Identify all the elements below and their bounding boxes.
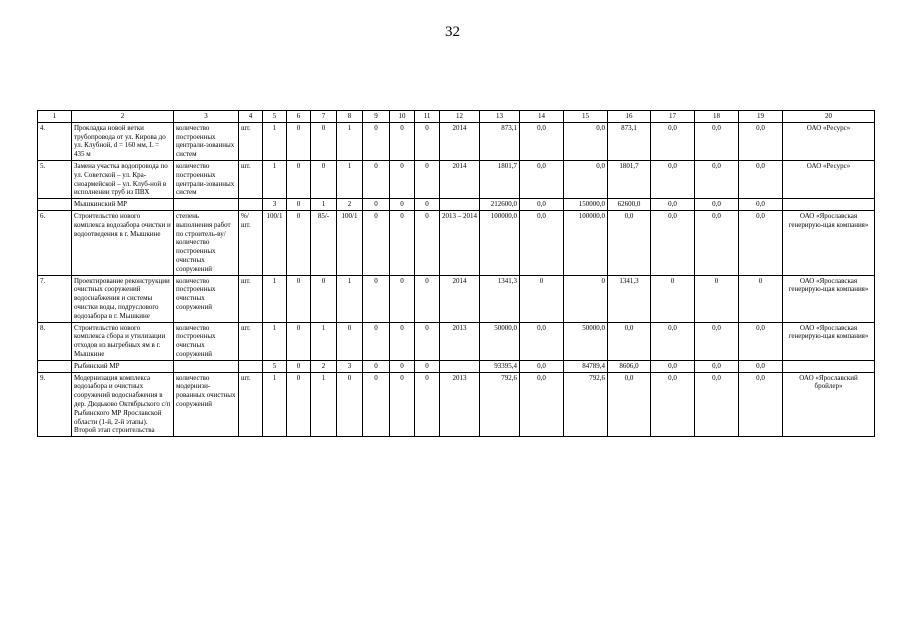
value-cell: 0 (415, 199, 440, 211)
value-cell: 0 (287, 322, 311, 360)
value-cell: 1341,3 (608, 275, 651, 322)
value-cell: 0 (287, 122, 311, 160)
table-row (38, 122, 875, 160)
column-number: 20 (783, 111, 875, 123)
indicator-cell: количество модернизи-рованных очистных сооружений (174, 372, 239, 437)
column-number: 5 (263, 111, 287, 123)
column-number: 4 (239, 111, 263, 123)
value-cell: 0 (415, 322, 440, 360)
executor-cell: ОАО «Ярославская генерирую-щая компания» (783, 275, 875, 322)
indicator-cell (174, 360, 239, 372)
year-cell (440, 360, 480, 372)
value-cell: 1 (337, 122, 363, 160)
value-cell: 0,0 (739, 199, 783, 211)
value-cell: 8606,0 (608, 360, 651, 372)
table-row (38, 322, 875, 360)
value-cell: 3 (263, 199, 287, 211)
value-cell: 0,0 (608, 372, 651, 437)
value-cell: 0 (695, 275, 739, 322)
value-cell: 3 (337, 360, 363, 372)
subtotal-row (38, 199, 875, 211)
column-number: 1 (38, 111, 72, 123)
year-cell: 2013 (440, 372, 480, 437)
value-cell: 0,0 (564, 160, 608, 198)
executor-cell: ОАО «Ресурс» (783, 122, 875, 160)
value-cell: 792,6 (564, 372, 608, 437)
unit-cell (239, 199, 263, 211)
year-cell: 2013 – 2014 (440, 210, 480, 275)
value-cell: 0 (564, 275, 608, 322)
column-number: 18 (695, 111, 739, 123)
row-number (38, 360, 72, 372)
value-cell: 50000,0 (564, 322, 608, 360)
value-cell: 1 (263, 322, 287, 360)
value-cell: 0 (363, 275, 390, 322)
value-cell: 0,0 (520, 199, 564, 211)
measure-name: Прокладка новой ветки трубопровода от ул. Кирова до ул. Клубной, d = 160 мм, L = 435 м (72, 122, 174, 160)
indicator-cell (174, 199, 239, 211)
indicator-cell: количество построенных очистных сооружений (174, 275, 239, 322)
year-cell: 2014 (440, 160, 480, 198)
measure-name: Проектирование реконструкции очистных сооружений водоснабжения и системы очистки воды, подруслового водозабора в г. Мышкине (72, 275, 174, 322)
value-cell: 100/1 (263, 210, 287, 275)
value-cell: 0,0 (739, 360, 783, 372)
value-cell: 100000,0 (480, 210, 520, 275)
unit-cell: шт. (239, 122, 263, 160)
value-cell: 1 (263, 122, 287, 160)
row-number (38, 199, 72, 211)
value-cell: 873,1 (608, 122, 651, 160)
value-cell: 0,0 (520, 160, 564, 198)
value-cell: 0,0 (695, 372, 739, 437)
page-number: 32 (445, 24, 460, 40)
value-cell: 0 (390, 322, 415, 360)
value-cell: 0 (311, 275, 337, 322)
measure-name: Замена участка водопровода по ул. Советской – ул. Кра-сноармейской – ул. Клуб-ной в исполнении труб из ПВХ (72, 160, 174, 198)
value-cell: 0 (363, 372, 390, 437)
value-cell: 100000,0 (564, 210, 608, 275)
unit-cell: %/ шт. (239, 210, 263, 275)
value-cell: 0,0 (651, 160, 695, 198)
unit-cell: шт. (239, 275, 263, 322)
value-cell: 0,0 (739, 160, 783, 198)
row-number: 8. (38, 322, 72, 360)
value-cell: 0,0 (739, 210, 783, 275)
column-number: 19 (739, 111, 783, 123)
value-cell: 0,0 (608, 322, 651, 360)
value-cell: 93395,4 (480, 360, 520, 372)
value-cell: 0 (311, 160, 337, 198)
column-number: 14 (520, 111, 564, 123)
value-cell: 0,0 (520, 122, 564, 160)
row-number: 7. (38, 275, 72, 322)
value-cell: 1801,7 (480, 160, 520, 198)
value-cell: 1801,7 (608, 160, 651, 198)
value-cell: 62600,0 (608, 199, 651, 211)
value-cell: 0 (363, 122, 390, 160)
column-number: 6 (287, 111, 311, 123)
value-cell: 0,0 (695, 210, 739, 275)
indicator-cell: количество построенных централи-зованных систем (174, 122, 239, 160)
executor-cell: ОАО «Ресурс» (783, 160, 875, 198)
column-number: 12 (440, 111, 480, 123)
row-number: 4. (38, 122, 72, 160)
value-cell: 0,0 (695, 360, 739, 372)
year-cell: 2014 (440, 275, 480, 322)
value-cell: 0 (390, 210, 415, 275)
indicator-cell: степень выполнения работ по строитель-ву/количество построенных очистных сооружений (174, 210, 239, 275)
value-cell: 1 (263, 372, 287, 437)
measure-name: Модернизация комплекса водозабора и очистных сооружений водоснабжения в дер. Дюдьково Октябрьского с/п Рыбинского МР Ярославской области (1-й, 2-й этапы). Второй этап строительства (72, 372, 174, 437)
value-cell: 0,0 (520, 210, 564, 275)
year-cell: 2014 (440, 122, 480, 160)
value-cell: 0,0 (739, 372, 783, 437)
unit-cell (239, 360, 263, 372)
column-number: 17 (651, 111, 695, 123)
value-cell: 0 (287, 160, 311, 198)
measure-name: Строительство нового комплекса водозабора очистки и водоотведения в г. Мышкине (72, 210, 174, 275)
value-cell: 0,0 (651, 360, 695, 372)
year-cell (440, 199, 480, 211)
value-cell: 0,0 (695, 322, 739, 360)
value-cell: 5 (263, 360, 287, 372)
value-cell: 84789,4 (564, 360, 608, 372)
value-cell: 0,0 (739, 122, 783, 160)
value-cell: 85/- (311, 210, 337, 275)
column-number: 8 (337, 111, 363, 123)
value-cell: 0,0 (520, 322, 564, 360)
value-cell: 0 (363, 199, 390, 211)
value-cell: 0,0 (651, 322, 695, 360)
executor-cell (783, 360, 875, 372)
value-cell: 150000,0 (564, 199, 608, 211)
value-cell: 0,0 (651, 199, 695, 211)
value-cell: 100/1 (337, 210, 363, 275)
indicator-cell: количество построенных централи-зованных систем (174, 160, 239, 198)
value-cell: 0,0 (520, 372, 564, 437)
value-cell: 873,1 (480, 122, 520, 160)
value-cell: 2 (337, 199, 363, 211)
value-cell: 0 (390, 360, 415, 372)
value-cell: 0,0 (651, 372, 695, 437)
table-row (38, 210, 875, 275)
value-cell: 0 (390, 372, 415, 437)
column-number: 7 (311, 111, 337, 123)
column-number-row (38, 111, 875, 123)
value-cell: 0,0 (695, 160, 739, 198)
row-number: 9. (38, 372, 72, 437)
column-number: 15 (564, 111, 608, 123)
value-cell: 1 (263, 275, 287, 322)
unit-cell: шт. (239, 322, 263, 360)
value-cell: 0 (287, 199, 311, 211)
value-cell: 0 (390, 160, 415, 198)
value-cell: 0 (337, 372, 363, 437)
measure-name: Строительство нового комплекса сбора и утилизации отходов из выгребных ям в г. Мышкине (72, 322, 174, 360)
value-cell: 0,0 (739, 322, 783, 360)
value-cell: 0,0 (651, 210, 695, 275)
executor-cell (783, 199, 875, 211)
value-cell: 0 (415, 275, 440, 322)
value-cell: 0 (287, 275, 311, 322)
measure-name: Мышкинский МР (72, 199, 174, 211)
value-cell: 1 (311, 199, 337, 211)
executor-cell: ОАО «Ярославская генерирую-щая компания» (783, 210, 875, 275)
table-row (38, 275, 875, 322)
value-cell: 50000,0 (480, 322, 520, 360)
value-cell: 0 (415, 372, 440, 437)
value-cell: 1 (311, 372, 337, 437)
column-number: 13 (480, 111, 520, 123)
value-cell: 0 (390, 275, 415, 322)
value-cell: 0 (287, 360, 311, 372)
subtotal-row (38, 360, 875, 372)
column-number: 3 (174, 111, 239, 123)
indicator-cell: количество построенных очистных сооружений (174, 322, 239, 360)
year-cell: 2013 (440, 322, 480, 360)
value-cell: 0 (287, 372, 311, 437)
measure-name: Рыбинский МР (72, 360, 174, 372)
value-cell: 1 (263, 160, 287, 198)
value-cell: 0 (363, 360, 390, 372)
value-cell: 0 (390, 199, 415, 211)
value-cell: 0 (651, 275, 695, 322)
value-cell: 0,0 (695, 122, 739, 160)
row-number: 6. (38, 210, 72, 275)
value-cell: 0 (287, 210, 311, 275)
value-cell: 1 (337, 275, 363, 322)
executor-cell: ОАО «Ярославский бройлер» (783, 372, 875, 437)
column-number: 9 (363, 111, 390, 123)
value-cell: 0 (311, 122, 337, 160)
value-cell: 0 (520, 275, 564, 322)
value-cell: 0 (363, 160, 390, 198)
unit-cell: шт. (239, 372, 263, 437)
value-cell: 2 (311, 360, 337, 372)
value-cell: 0,0 (520, 360, 564, 372)
value-cell: 0 (415, 210, 440, 275)
value-cell: 0 (415, 122, 440, 160)
executor-cell: ОАО «Ярославская генерирую-щая компания» (783, 322, 875, 360)
unit-cell: шт. (239, 160, 263, 198)
column-number: 2 (72, 111, 174, 123)
value-cell: 0,0 (695, 199, 739, 211)
column-number: 10 (390, 111, 415, 123)
value-cell: 1 (337, 160, 363, 198)
column-number: 11 (415, 111, 440, 123)
value-cell: 0 (390, 122, 415, 160)
value-cell: 0 (415, 360, 440, 372)
row-number: 5. (38, 160, 72, 198)
value-cell: 0 (337, 322, 363, 360)
table-row (38, 160, 875, 198)
value-cell: 0 (739, 275, 783, 322)
value-cell: 1341,3 (480, 275, 520, 322)
value-cell: 0 (415, 160, 440, 198)
column-number: 16 (608, 111, 651, 123)
value-cell: 0,0 (651, 122, 695, 160)
value-cell: 0 (363, 322, 390, 360)
program-table (37, 110, 875, 437)
table-row (38, 372, 875, 437)
value-cell: 212600,0 (480, 199, 520, 211)
value-cell: 1 (311, 322, 337, 360)
value-cell: 0 (363, 210, 390, 275)
value-cell: 0,0 (564, 122, 608, 160)
value-cell: 0,0 (608, 210, 651, 275)
value-cell: 792,6 (480, 372, 520, 437)
